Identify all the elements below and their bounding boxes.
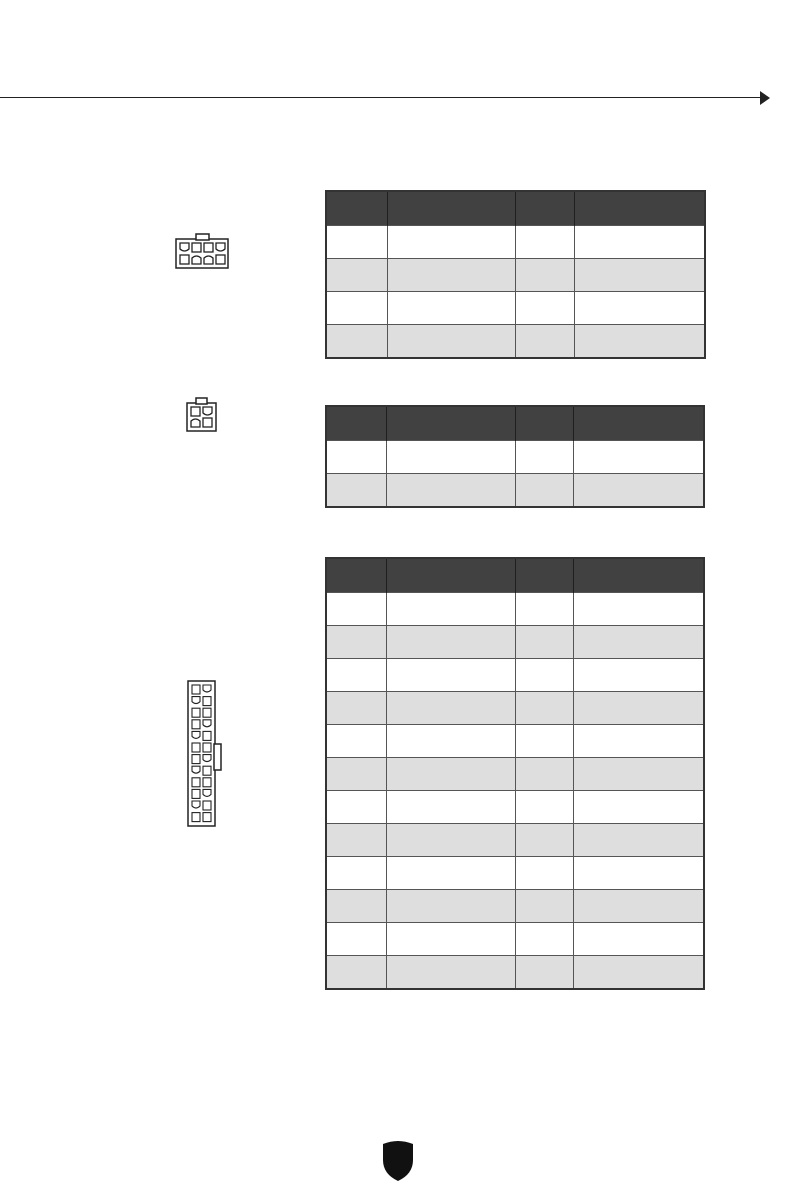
top-rule <box>0 97 760 98</box>
connector-pin <box>203 720 211 727</box>
connector-pin <box>192 813 200 822</box>
table-row <box>326 956 704 990</box>
table-cell <box>515 956 573 990</box>
table-row <box>326 226 705 259</box>
table-cell <box>515 441 573 474</box>
header-cell <box>386 558 515 593</box>
table-cell <box>515 626 573 659</box>
table-cell <box>573 441 704 474</box>
table-cell <box>573 659 704 692</box>
table-cell <box>386 692 515 725</box>
table-cell <box>326 292 387 325</box>
header-cell <box>574 191 705 226</box>
table-cell <box>386 659 515 692</box>
connector-pin <box>192 755 200 764</box>
table-cell <box>326 956 386 990</box>
connector-8pin-icon <box>175 233 229 269</box>
table-cell <box>574 226 705 259</box>
table-cell <box>573 890 704 923</box>
table-cell <box>386 824 515 857</box>
connector-pin <box>203 813 211 822</box>
connector-pin <box>203 697 211 706</box>
table-cell <box>386 626 515 659</box>
table-cell <box>326 758 386 791</box>
connector-pin <box>203 731 211 740</box>
header-cell <box>515 191 574 226</box>
header-cell <box>387 191 515 226</box>
pin-table-8pin <box>325 190 706 359</box>
table-cell <box>573 824 704 857</box>
shield-logo-icon <box>380 1140 416 1182</box>
connector-pin <box>192 778 200 787</box>
table-row <box>326 923 704 956</box>
table-cell <box>573 474 704 508</box>
table-row <box>326 325 705 359</box>
table-cell <box>386 441 515 474</box>
connector-24pin-icon <box>187 680 223 828</box>
table-cell <box>326 659 386 692</box>
connector-pin <box>203 778 211 787</box>
table-row <box>326 692 704 725</box>
table-cell <box>326 857 386 890</box>
top-rule-arrow <box>760 91 770 105</box>
table-cell <box>326 725 386 758</box>
connector-pin <box>192 708 200 717</box>
table-row <box>326 259 705 292</box>
table-cell <box>386 474 515 508</box>
table-cell <box>386 890 515 923</box>
table-cell <box>386 725 515 758</box>
table-row <box>326 659 704 692</box>
table-cell <box>573 692 704 725</box>
table-cell <box>573 758 704 791</box>
table-cell <box>515 692 573 725</box>
table-cell <box>573 857 704 890</box>
table-row <box>326 890 704 923</box>
header-cell <box>573 406 704 441</box>
table-row <box>326 857 704 890</box>
table-cell <box>326 259 387 292</box>
table-cell <box>515 659 573 692</box>
table-cell <box>515 474 573 508</box>
header-cell <box>515 406 573 441</box>
table-cell <box>573 923 704 956</box>
table-row <box>326 725 704 758</box>
table-cell <box>326 791 386 824</box>
header-cell <box>326 558 386 593</box>
connector-pin <box>203 789 211 796</box>
table-cell <box>326 626 386 659</box>
table-row <box>326 824 704 857</box>
table-cell <box>515 226 574 259</box>
table-cell <box>326 441 386 474</box>
table-cell <box>515 890 573 923</box>
table-cell <box>387 226 515 259</box>
table-cell <box>574 325 705 359</box>
table-cell <box>515 259 574 292</box>
table-cell <box>515 325 574 359</box>
connector-pin <box>203 766 211 775</box>
connector-pin <box>203 755 211 762</box>
table-cell <box>326 923 386 956</box>
table-row <box>326 758 704 791</box>
table-cell <box>326 226 387 259</box>
table-cell <box>326 692 386 725</box>
table-cell <box>574 292 705 325</box>
table-cell <box>387 325 515 359</box>
pin-table-24pin <box>325 557 705 990</box>
table-cell <box>386 857 515 890</box>
header-cell <box>386 406 515 441</box>
table-row <box>326 474 704 508</box>
table-row <box>326 593 704 626</box>
table-cell <box>387 292 515 325</box>
table-cell <box>573 956 704 990</box>
table-cell <box>574 259 705 292</box>
table-row <box>326 791 704 824</box>
table-cell <box>326 325 387 359</box>
table-cell <box>515 593 573 626</box>
connector-pin <box>203 708 211 717</box>
table-cell <box>326 474 386 508</box>
connector-pin <box>192 731 200 738</box>
header-cell <box>326 191 387 226</box>
pin-table-4pin <box>325 405 705 508</box>
table-cell <box>573 626 704 659</box>
connector-pin <box>192 685 200 694</box>
table-cell <box>386 956 515 990</box>
connector-4pin-icon <box>186 397 217 432</box>
table-cell <box>515 725 573 758</box>
table-row <box>326 626 704 659</box>
table-cell <box>326 890 386 923</box>
connector-pin <box>192 766 200 773</box>
table-cell <box>515 758 573 791</box>
table-cell <box>573 725 704 758</box>
table-cell <box>326 824 386 857</box>
table-cell <box>573 791 704 824</box>
connector-pin <box>192 720 200 729</box>
connector-pin <box>192 801 200 808</box>
table-cell <box>515 824 573 857</box>
table-cell <box>515 923 573 956</box>
connector-pin <box>203 801 211 810</box>
table-row <box>326 441 704 474</box>
connector-pin <box>192 789 200 798</box>
header-cell <box>573 558 704 593</box>
connector-pin <box>192 743 200 752</box>
table-cell <box>386 593 515 626</box>
table-row <box>326 292 705 325</box>
header-cell <box>326 406 386 441</box>
header-cell <box>515 558 573 593</box>
connector-pin <box>203 743 211 752</box>
table-cell <box>573 593 704 626</box>
table-cell <box>515 857 573 890</box>
table-cell <box>326 593 386 626</box>
table-cell <box>515 791 573 824</box>
connector-pin <box>203 685 211 692</box>
table-cell <box>386 758 515 791</box>
connector-pin <box>192 697 200 704</box>
table-cell <box>515 292 574 325</box>
table-cell <box>386 791 515 824</box>
table-cell <box>386 923 515 956</box>
table-cell <box>387 259 515 292</box>
